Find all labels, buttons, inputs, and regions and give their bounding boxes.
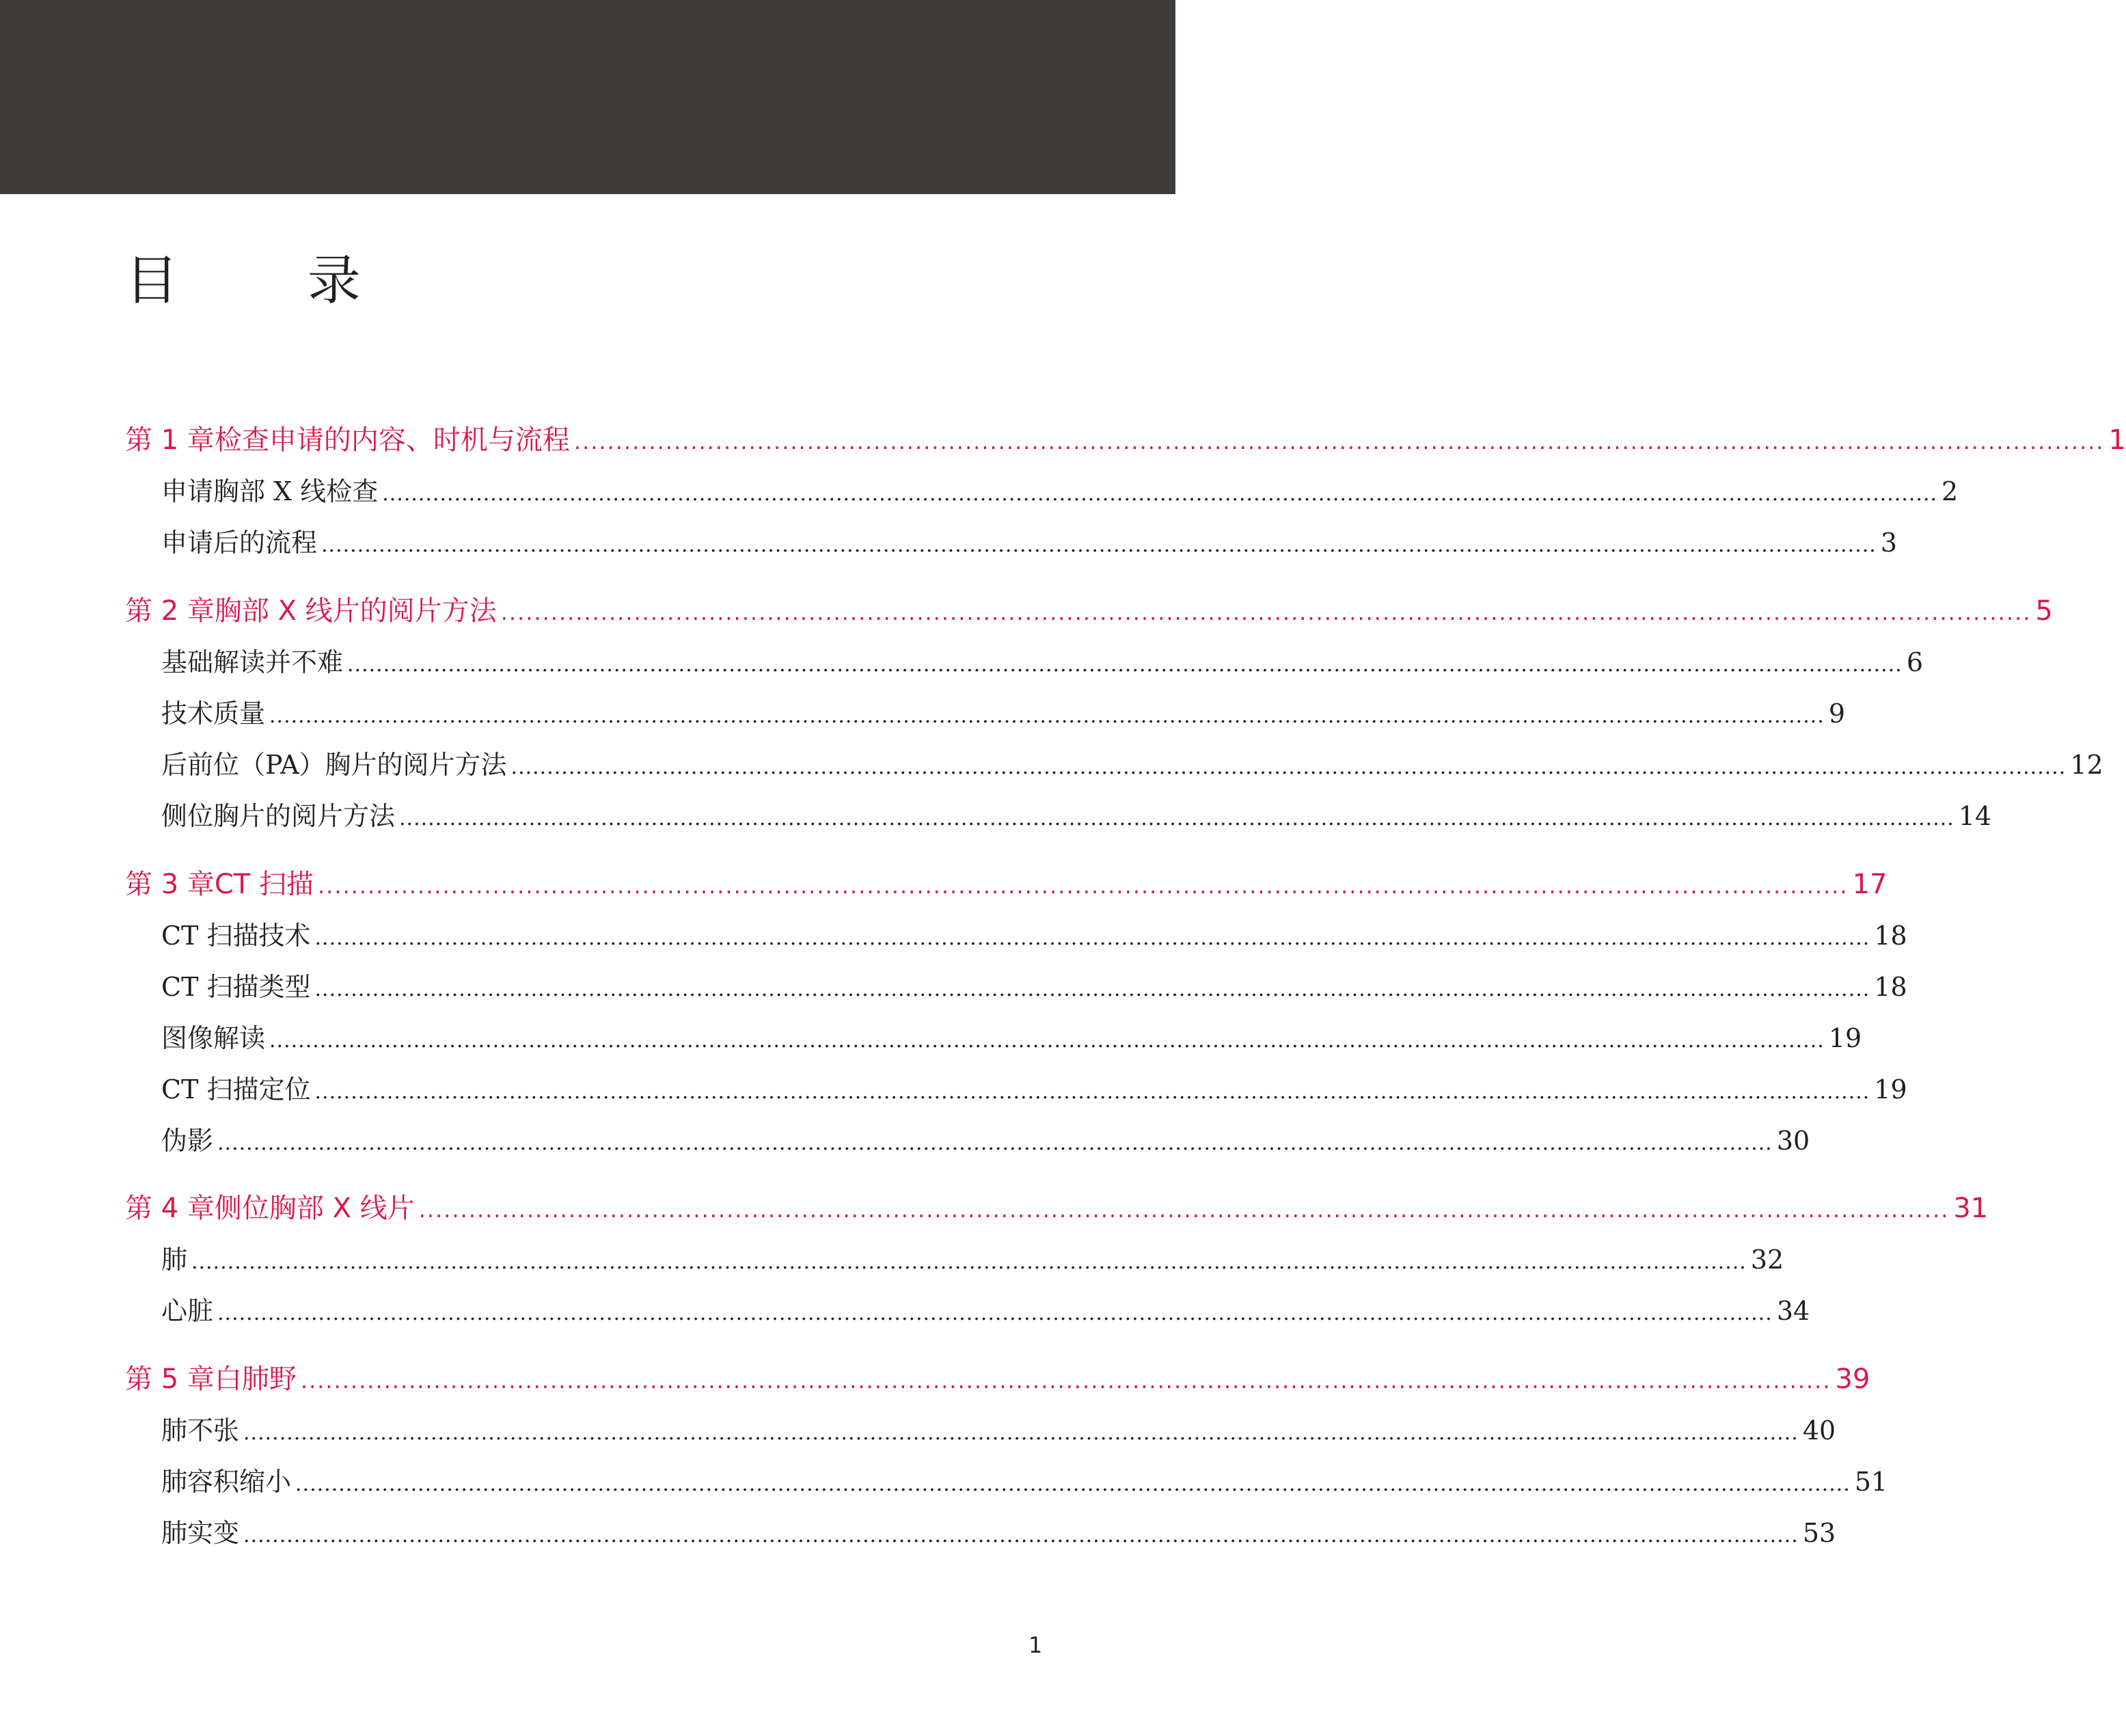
entry-title: 肺实变 bbox=[161, 1518, 240, 1548]
leader-dots: ........................................................................................................................................................................................................................ bbox=[399, 806, 1954, 830]
toc-entry[interactable] bbox=[161, 1120, 1810, 1157]
chapter-title: 胸部 X 线片的阅片方法 bbox=[214, 595, 497, 627]
leader-dots: ........................................................................................................................................................................................ bbox=[418, 1197, 1950, 1223]
entry-page: 18 bbox=[1874, 921, 1907, 951]
leader-dots: ........................................................................................................................................................................................ bbox=[317, 873, 1849, 899]
toc-entry[interactable] bbox=[161, 744, 2103, 781]
leader-dots: ........................................................................................................................................................................................................................ bbox=[217, 1131, 1773, 1155]
toc-entry[interactable] bbox=[161, 1461, 1888, 1498]
entry-title: 肺容积缩小 bbox=[161, 1467, 292, 1497]
entry-title: 基础解读并不难 bbox=[161, 647, 344, 677]
entry-title: 申请后的流程 bbox=[161, 528, 318, 558]
chapter-page: 39 bbox=[1835, 1364, 1870, 1395]
entry-title: 申请胸部 X 线检查 bbox=[161, 476, 379, 506]
header-band bbox=[0, 0, 1175, 194]
toc-entry[interactable] bbox=[161, 1290, 1810, 1327]
entry-page: 34 bbox=[1776, 1296, 1810, 1326]
leader-dots: ........................................................................................................................................................................................ bbox=[573, 429, 2105, 455]
chapter-page: 1 bbox=[2108, 424, 2126, 456]
toc-chapter-1[interactable] bbox=[125, 418, 2126, 457]
leader-dots: ........................................................................................................................................................................................................................ bbox=[347, 653, 1903, 677]
toc-entry[interactable] bbox=[161, 1512, 1836, 1549]
entry-title: CT 扫描技术 bbox=[161, 921, 311, 951]
entry-page: 3 bbox=[1880, 528, 1898, 558]
toc-entry[interactable] bbox=[161, 692, 1846, 730]
chapter-page: 5 bbox=[2035, 595, 2053, 627]
entry-title: 后前位（PA）胸片的阅片方法 bbox=[161, 750, 507, 780]
leader-dots: ........................................................................................................................................................................................................................ bbox=[191, 1250, 1747, 1274]
chapter-number: 第 1 章 bbox=[125, 424, 215, 456]
leader-dots: ........................................................................................................................................................................................................................ bbox=[295, 1472, 1851, 1496]
chapter-number: 第 4 章 bbox=[125, 1193, 215, 1224]
leader-dots: ........................................................................................................................................................................................................................ bbox=[382, 482, 1938, 506]
chapter-number: 第 2 章 bbox=[125, 595, 215, 627]
entry-page: 40 bbox=[1802, 1415, 1836, 1446]
entry-title: 肺 bbox=[161, 1245, 188, 1275]
chapter-title: 白肺野 bbox=[214, 1364, 297, 1395]
entry-page: 9 bbox=[1828, 699, 1846, 729]
leader-dots: ........................................................................................................................................................................................................................ bbox=[321, 533, 1877, 557]
toc-entry[interactable] bbox=[161, 1017, 1862, 1055]
toc-entry[interactable] bbox=[161, 1068, 1907, 1106]
entry-title: CT 扫描类型 bbox=[161, 972, 311, 1002]
entry-page: 19 bbox=[1874, 1074, 1907, 1104]
entry-page: 6 bbox=[1906, 647, 1924, 677]
entry-page: 32 bbox=[1750, 1245, 1784, 1275]
leader-dots: ........................................................................................................................................................................................ bbox=[300, 1368, 1831, 1394]
leader-dots: ........................................................................................................................................................................................................................ bbox=[314, 926, 1870, 950]
leader-dots: ........................................................................................................................................................................................................................ bbox=[243, 1421, 1799, 1445]
toc-entry[interactable] bbox=[161, 521, 1898, 559]
toc-chapter-4[interactable] bbox=[125, 1186, 1989, 1225]
entry-page: 30 bbox=[1776, 1126, 1810, 1156]
chapter-title: 检查申请的内容、时机与流程 bbox=[214, 424, 570, 456]
page-number: 1 bbox=[1028, 1632, 1043, 1658]
toc-entry[interactable] bbox=[161, 1409, 1836, 1447]
entry-page: 53 bbox=[1802, 1518, 1836, 1548]
toc-entry[interactable] bbox=[161, 641, 1924, 679]
toc-entry[interactable] bbox=[161, 914, 1907, 952]
leader-dots: ........................................................................................................................................................................................................................ bbox=[269, 1029, 1825, 1053]
entry-title: 图像解读 bbox=[161, 1023, 266, 1053]
leader-dots: ........................................................................................................................................................................................ bbox=[500, 599, 2032, 625]
entry-page: 12 bbox=[2070, 750, 2103, 780]
toc-entry[interactable] bbox=[161, 1238, 1784, 1276]
entry-page: 51 bbox=[1854, 1467, 1888, 1497]
leader-dots: ........................................................................................................................................................................................................................ bbox=[510, 755, 2067, 779]
page-title: 目 录 bbox=[125, 250, 417, 312]
toc-entry[interactable] bbox=[161, 795, 1992, 832]
leader-dots: ........................................................................................................................................................................................................................ bbox=[314, 1080, 1870, 1104]
toc-chapter-5[interactable] bbox=[125, 1357, 1870, 1396]
leader-dots: ........................................................................................................................................................................................................................ bbox=[314, 977, 1870, 1001]
entry-title: 伪影 bbox=[161, 1126, 214, 1156]
toc-entry[interactable] bbox=[161, 470, 1959, 508]
chapter-number: 第 5 章 bbox=[125, 1364, 215, 1395]
chapter-number: 第 3 章 bbox=[125, 869, 215, 900]
chapter-page: 31 bbox=[1953, 1193, 1989, 1224]
leader-dots: ........................................................................................................................................................................................................................ bbox=[269, 704, 1825, 728]
leader-dots: ........................................................................................................................................................................................................................ bbox=[217, 1301, 1773, 1325]
chapter-title: 侧位胸部 X 线片 bbox=[214, 1193, 415, 1224]
entry-title: CT 扫描定位 bbox=[161, 1074, 311, 1104]
leader-dots: ........................................................................................................................................................................................................................ bbox=[243, 1523, 1799, 1547]
toc-chapter-3[interactable] bbox=[125, 863, 1887, 901]
entry-page: 2 bbox=[1941, 476, 1959, 506]
entry-page: 14 bbox=[1958, 801, 1992, 831]
entry-page: 19 bbox=[1828, 1023, 1862, 1053]
entry-title: 心脏 bbox=[161, 1296, 214, 1326]
entry-page: 18 bbox=[1874, 972, 1907, 1002]
toc-chapter-2[interactable] bbox=[125, 589, 2053, 628]
entry-title: 技术质量 bbox=[161, 699, 266, 729]
entry-title: 侧位胸片的阅片方法 bbox=[161, 801, 396, 831]
toc-entry[interactable] bbox=[161, 966, 1907, 1003]
entry-title: 肺不张 bbox=[161, 1415, 240, 1446]
chapter-title: CT 扫描 bbox=[214, 869, 314, 900]
chapter-page: 17 bbox=[1852, 869, 1887, 900]
